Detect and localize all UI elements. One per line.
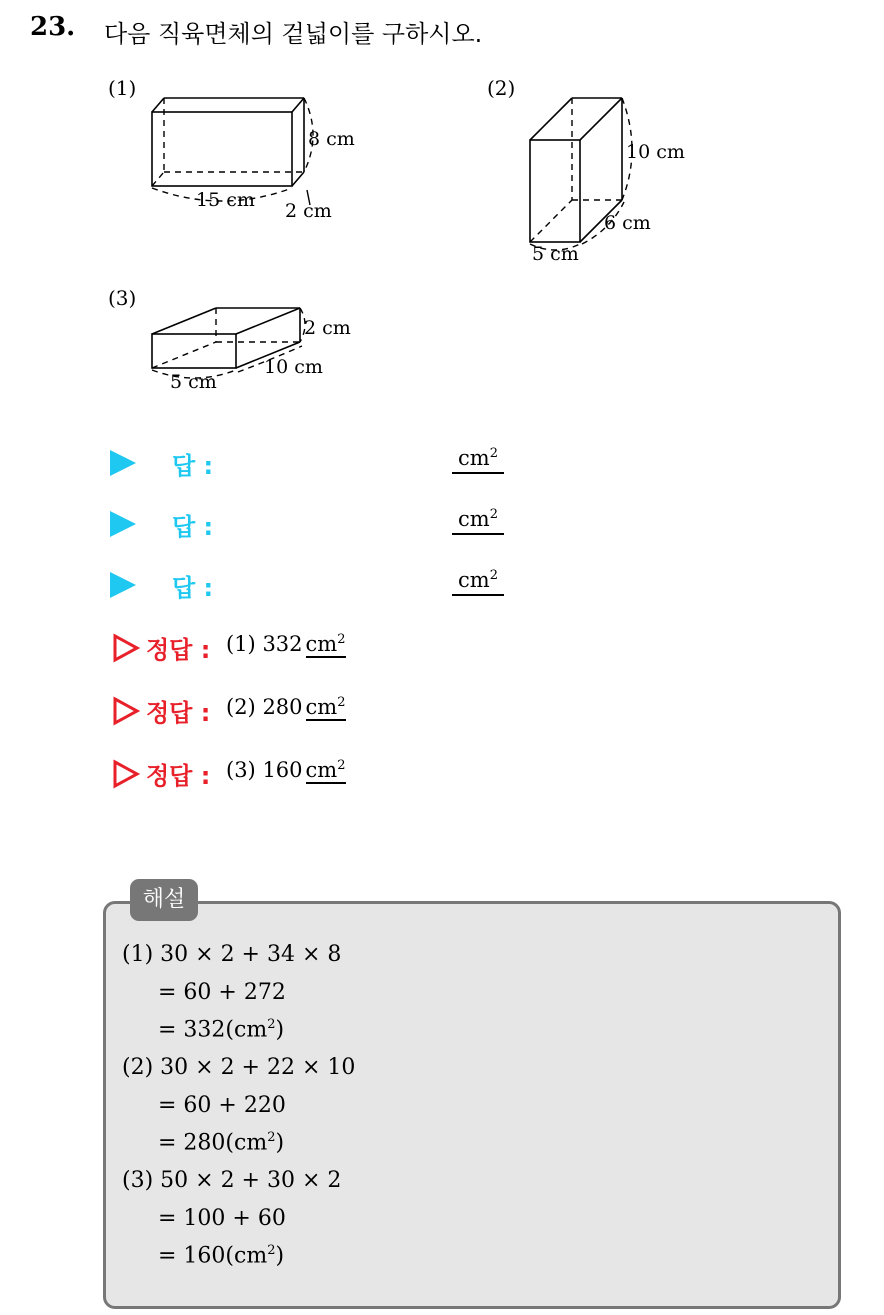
figure-1-cuboid — [140, 90, 370, 230]
solution-label: 정답 : — [146, 762, 211, 790]
explanation-line: = 60 + 220 — [158, 1093, 286, 1118]
play-triangle-icon — [110, 572, 136, 598]
solution-value: (3) 160 $cm^2$ — [226, 758, 346, 782]
explanation-line: = $332(cm^2)$ — [158, 1017, 285, 1043]
explanation-line: (2) 30 × 2 + 22 × 10 — [122, 1055, 356, 1080]
explanation-line: = 60 + 272 — [158, 980, 286, 1005]
answer-row-1 — [110, 446, 530, 482]
answer-unit[interactable]: $cm^2$ — [452, 568, 504, 596]
figure-2-cuboid — [520, 90, 700, 270]
explanation-line: (1) 30 × 2 + 34 × 8 — [122, 942, 342, 967]
play-triangle-icon — [110, 450, 136, 476]
solution-value: (1) 332 $cm^2$ — [226, 632, 346, 656]
figure-3-dim-width: 5 cm — [170, 371, 217, 393]
explanation-line: = 100 + 60 — [158, 1206, 286, 1231]
outline-triangle-icon — [112, 696, 140, 726]
answer-row-3 — [110, 568, 530, 604]
figure-3-dim-depth: 10 cm — [264, 356, 323, 378]
figure-2-label: (2) — [487, 76, 516, 100]
explanation-tag: 해설 — [130, 879, 198, 921]
figure-1-dim-width: 2 cm — [285, 200, 332, 222]
solution-label: 정답 : — [146, 636, 211, 664]
outline-triangle-icon — [112, 633, 140, 663]
question-number: 23. — [30, 12, 76, 42]
explanation-line: = $160(cm^2)$ — [158, 1243, 285, 1269]
explanation-line: (3) 50 × 2 + 30 × 2 — [122, 1168, 342, 1193]
figure-2-dim-width: 5 cm — [532, 243, 579, 265]
figure-3-dim-height: 2 cm — [304, 317, 351, 339]
solution-value: (2) 280 $cm^2$ — [226, 695, 346, 719]
figure-2-dim-height: 10 cm — [626, 141, 685, 163]
figure-1-dim-height: 8 cm — [308, 128, 355, 150]
figure-1-dim-length: 15 cm — [196, 189, 255, 211]
answer-row-2 — [110, 507, 530, 543]
play-triangle-icon — [110, 511, 136, 537]
solution-label: 정답 : — [146, 699, 211, 727]
answer-label: 답 : — [172, 452, 214, 480]
explanation-line: = $280(cm^2)$ — [158, 1130, 285, 1156]
answer-unit[interactable]: $cm^2$ — [452, 446, 504, 474]
figure-2-dim-depth: 6 cm — [604, 212, 651, 234]
answer-unit[interactable]: $cm^2$ — [452, 507, 504, 535]
answer-label: 답 : — [172, 513, 214, 541]
question-text: 다음 직육면체의 겉넓이를 구하시오. — [104, 20, 483, 48]
outline-triangle-icon — [112, 759, 140, 789]
figure-3-cuboid — [140, 300, 370, 400]
answer-label: 답 : — [172, 574, 214, 602]
figure-1-label: (1) — [108, 76, 137, 100]
figure-3-label: (3) — [108, 286, 137, 310]
